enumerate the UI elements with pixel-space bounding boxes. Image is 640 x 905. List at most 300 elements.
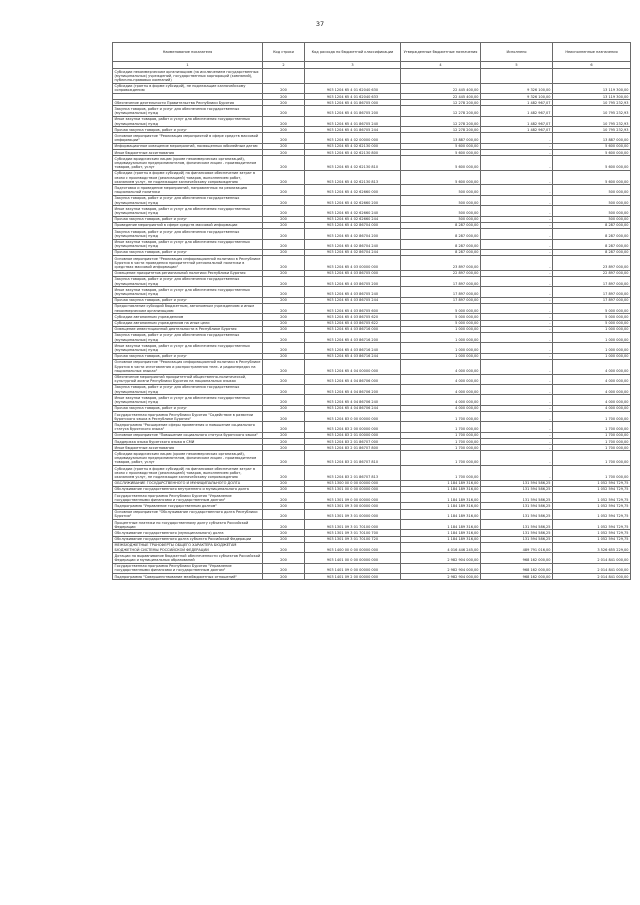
table-row [113,374,631,384]
row-executed-cell: - [481,343,553,353]
table-row [113,239,631,249]
row-line-code-cell: 200 [263,156,305,171]
row-unexecuted-cell: 23 897 000,00 [553,256,631,271]
row-line-code-cell: 200 [263,445,305,451]
row-executed-cell: - [481,239,553,249]
row-line-code-cell: 200 [263,116,305,126]
table-row [113,303,631,313]
row-unexecuted-cell: 5 000 000,00 [553,303,631,313]
row-executed-cell: 1 482 967,07 [481,127,553,133]
row-budget-code-cell: 903 1301 09 3 00 00000 000 [305,503,401,509]
row-executed-cell: - [481,314,553,320]
row-name-cell: Поддержка языка бурятского языка в СМИ [113,439,263,445]
row-executed-cell: - [481,359,553,374]
row-approved-cell: 13 887 000,00 [401,133,481,143]
row-unexecuted-cell: 1 052 594 729,75 [553,520,631,530]
row-name-cell: Закупка товаров, работ и услуг для обеспечения государственных (муниципальных) нужд [113,332,263,342]
row-budget-code-cell: 903 1204 65 4 03 86716 244 [305,353,401,359]
row-budget-code-cell: 903 1204 65 4 03 86716 240 [305,343,401,353]
row-name-cell: Обеспечение мероприятий приоритетной общественно-политической, культурной жизни Республики Бурятия на национальных языках [113,374,263,384]
header-unexecuted: Неисполненные назначения [553,43,631,62]
row-approved-cell: 12 278 200,00 [401,100,481,106]
row-approved-cell: 500 000,00 [401,185,481,195]
row-executed-cell: - [481,395,553,405]
row-name-cell: Субсидии (гранты в форме субсидий) на финансовое обеспечение затрат в связи с производством (реализацией) товаров, выполнением работ, оказанием услуг, не подлежащие казначейскому сопровождению [113,466,263,481]
row-name-cell: Предоставление субсидий бюджетным, автономным учреждениям и иным некоммерческим организациям [113,303,263,313]
row-executed-cell: - [481,445,553,451]
row-executed-cell: - [481,287,553,297]
row-executed-cell: - [481,303,553,313]
row-executed-cell: 131 594 586,25 [481,536,553,542]
row-name-cell: Иные закупки товаров, работ и услуг для обеспечения государственных (муниципальных) нужд [113,239,263,249]
row-line-code-cell: 200 [263,297,305,303]
row-unexecuted-cell: 5 000 000,00 [553,314,631,320]
row-line-code-cell: 200 [263,422,305,432]
table-row [113,133,631,143]
table-row [113,493,631,503]
row-unexecuted-cell: 22 897 000,00 [553,270,631,276]
row-name-cell: Субсидии юридическим лицам (кроме некоммерческих организаций), индивидуальным предпринимателям, физическим лицам - производителям товаров, работ, услуг [113,451,263,466]
row-name-cell: Иные закупки товаров, работ и услуг для обеспечения государственных (муниципальных) нужд [113,287,263,297]
row-executed-cell: - [481,270,553,276]
row-executed-cell: - [481,422,553,432]
row-approved-cell: 4 016 446 245,00 [401,542,481,552]
row-budget-code-cell: 903 1204 83 2 01 86707 000 [305,439,401,445]
row-approved-cell: 4 000 000,00 [401,405,481,411]
row-name-cell: Государственная программа Республики Бурятия "Управление государственными финансами и государственным долгом" [113,563,263,573]
row-budget-code-cell: 903 1204 65 4 01 62040 633 [305,94,401,100]
row-budget-code-cell: 903 1204 65 4 02 62130 810 [305,156,401,171]
row-approved-cell: 5 600 000,00 [401,170,481,185]
row-name-cell: Процентные платежи по государственному долгу субъекта Российской Федерации [113,520,263,530]
table-row [113,195,631,205]
table-row [113,574,631,580]
row-budget-code-cell: 903 1204 65 4 02 62130 813 [305,170,401,185]
row-budget-code-cell: 903 1204 83 2 00 00000 000 [305,422,401,432]
row-budget-code-cell: 903 1204 65 4 02 62660 200 [305,195,401,205]
row-unexecuted-cell: 5 600 000,00 [553,143,631,149]
row-name-cell: Прочая закупка товаров, работ и услуг [113,127,263,133]
row-executed-cell: - [481,216,553,222]
row-name-cell: Субсидии юридическим лицам (кроме некоммерческих организаций), индивидуальным предпринимателям, физическим лицам - производителям товаров, работ, услуг [113,156,263,171]
row-line-code-cell: 200 [263,353,305,359]
row-executed-cell: - [481,374,553,384]
row-budget-code-cell: 903 1204 65 4 03 86705 244 [305,297,401,303]
row-approved-cell: 1 184 189 316,00 [401,486,481,492]
row-approved-cell: 12 278 200,00 [401,116,481,126]
row-unexecuted-cell: 1 700 000,00 [553,445,631,451]
row-unexecuted-cell: 13 887 000,00 [553,133,631,143]
table-row [113,276,631,286]
row-approved-cell: 17 897 000,00 [401,276,481,286]
row-approved-cell: 22 897 000,00 [401,270,481,276]
row-line-code-cell: 200 [263,451,305,466]
row-unexecuted-cell: 4 000 000,00 [553,395,631,405]
row-budget-code-cell: 903 1204 83 2 01 00000 000 [305,432,401,438]
row-name-cell: Прочая закупка товаров, работ и услуг [113,297,263,303]
row-executed-cell: - [481,432,553,438]
row-executed-cell: 968 162 000,00 [481,574,553,580]
row-executed-cell: 489 791 016,00 [481,542,553,552]
row-executed-cell: - [481,326,553,332]
row-executed-cell: 131 594 586,25 [481,520,553,530]
row-budget-code-cell: 903 1204 65 4 01 86705 000 [305,100,401,106]
row-budget-code-cell: 903 1204 65 4 04 86706 244 [305,405,401,411]
row-line-code-cell: 200 [263,509,305,519]
row-line-code-cell: 200 [263,439,305,445]
header-budget-code: Код расхода по бюджетной классификации [305,43,401,62]
row-approved-cell: 1 700 000,00 [401,422,481,432]
row-unexecuted-cell: 8 287 000,00 [553,229,631,239]
row-approved-cell: 12 278 200,00 [401,106,481,116]
table-row [113,384,631,394]
row-budget-code-cell: 903 1204 65 4 02 86704 240 [305,239,401,249]
row-name-cell: Основное мероприятие "Обслуживание государственного долга Республики Бурятия" [113,509,263,519]
row-approved-cell: 4 000 000,00 [401,384,481,394]
row-approved-cell: 1 184 189 316,00 [401,520,481,530]
row-name-cell: Иные закупки товаров, работ и услуг для обеспечения государственных (муниципальных) нужд [113,343,263,353]
row-name-cell: Иные закупки товаров, работ и услуг для обеспечения государственных (муниципальных) нужд [113,206,263,216]
row-line-code-cell: 200 [263,384,305,394]
row-line-code-cell: 200 [263,542,305,552]
row-line-code-cell [263,69,305,84]
row-unexecuted-cell: 3 526 655 229,00 [553,542,631,552]
row-line-code-cell: 200 [263,332,305,342]
row-name-cell: Иные закупки товаров, работ и услуг для обеспечения государственных (муниципальных) нужд [113,395,263,405]
row-approved-cell: 4 000 000,00 [401,395,481,405]
row-line-code-cell: 200 [263,150,305,156]
row-budget-code-cell: 903 1204 65 4 03 86716 200 [305,332,401,342]
row-approved-cell: 5 000 000,00 [401,303,481,313]
row-executed-cell: - [481,156,553,171]
row-unexecuted-cell: 2 014 841 000,00 [553,563,631,573]
row-approved-cell: 1 000 000,00 [401,332,481,342]
row-unexecuted-cell: 1 700 000,00 [553,439,631,445]
row-approved-cell: 1 184 189 316,00 [401,493,481,503]
row-approved-cell: 1 184 189 316,00 [401,536,481,542]
row-approved-cell: 2 982 904 000,00 [401,574,481,580]
row-unexecuted-cell: 17 897 000,00 [553,287,631,297]
row-budget-code-cell: 903 1401 09 0 00 00000 000 [305,563,401,573]
row-unexecuted-cell: 500 000,00 [553,206,631,216]
row-approved-cell: 8 287 000,00 [401,222,481,228]
row-line-code-cell: 200 [263,553,305,563]
row-name-cell: Основное мероприятие "Реализация информационной политики в Республике Бурятия в части изготовления и распространения теле- и радиопередач на национальных языках" [113,359,263,374]
row-name-cell: Обслуживание государственного внутреннего и муниципального долга [113,486,263,492]
row-approved-cell: 1 184 189 316,00 [401,509,481,519]
row-unexecuted-cell: 5 600 000,00 [553,156,631,171]
row-budget-code-cell: 903 1204 65 4 02 86704 200 [305,229,401,239]
row-budget-code-cell: 903 1204 65 4 03 86705 000 [305,270,401,276]
row-budget-code-cell: 903 1204 65 4 03 86705 620 [305,314,401,320]
row-name-cell: МЕЖБЮДЖЕТНЫЕ ТРАНСФЕРТЫ ОБЩЕГО ХАРАКТЕРА БЮДЖЕТАМ БЮДЖЕТНОЙ СИСТЕМЫ РОССИЙСКОЙ ФЕДЕРАЦИИ [113,542,263,552]
table-row [113,156,631,171]
row-line-code-cell: 200 [263,270,305,276]
row-executed-cell: - [481,439,553,445]
row-line-code-cell: 200 [263,143,305,149]
row-line-code-cell: 200 [263,536,305,542]
row-executed-cell: - [481,185,553,195]
row-approved-cell: 5 000 000,00 [401,314,481,320]
row-budget-code-cell: 903 1204 83 2 01 86707 800 [305,445,401,451]
table-row [113,185,631,195]
row-budget-code-cell: 903 1301 09 3 01 70100 720 [305,536,401,542]
row-budget-code-cell: 903 1401 00 0 00 00000 000 [305,553,401,563]
row-unexecuted-cell: 8 287 000,00 [553,222,631,228]
row-executed-cell: - [481,150,553,156]
row-approved-cell: 2 982 904 000,00 [401,553,481,563]
row-unexecuted-cell: 4 000 000,00 [553,384,631,394]
row-executed-cell: - [481,170,553,185]
row-executed-cell: 131 594 586,25 [481,509,553,519]
row-name-cell: Прочая закупка товаров, работ и услуг [113,216,263,222]
row-approved-cell: 23 897 000,00 [401,256,481,271]
row-budget-code-cell: 903 1204 65 4 02 62660 000 [305,185,401,195]
row-line-code-cell: 200 [263,520,305,530]
table-row [113,395,631,405]
row-name-cell: Иные закупки товаров, работ и услуг для обеспечения государственных (муниципальных) нужд [113,116,263,126]
table-row [113,520,631,530]
row-name-cell: Проведение мероприятий в сфере средств массовой информации [113,222,263,228]
row-approved-cell: 1 000 000,00 [401,353,481,359]
row-unexecuted-cell: 10 795 232,93 [553,100,631,106]
row-approved-cell: 8 287 000,00 [401,239,481,249]
row-executed-cell: - [481,206,553,216]
row-budget-code-cell: 903 1204 83 2 01 86707 810 [305,451,401,466]
row-approved-cell: 1 700 000,00 [401,412,481,422]
index-cell: 3 [305,62,401,69]
row-name-cell: Дотации на выравнивание бюджетной обеспеченности субъектов Российской Федерации и муниципальных образований [113,553,263,563]
row-executed-cell: 968 162 000,00 [481,563,553,573]
row-unexecuted-cell: 500 000,00 [553,185,631,195]
row-line-code-cell: 200 [263,100,305,106]
row-approved-cell: 2 982 904 000,00 [401,563,481,573]
row-line-code-cell: 200 [263,320,305,326]
row-executed-cell: 9 326 100,00 [481,94,553,100]
row-budget-code-cell: 903 1301 09 3 01 70100 700 [305,530,401,536]
row-unexecuted-cell: 10 795 232,93 [553,127,631,133]
index-cell: 2 [263,62,305,69]
header-name: Наименование показателя [113,43,263,62]
row-name-cell: Субсидии некоммерческим организациям (за исключением государственных (муниципальных) учреждений, государственных корпораций (компаний), публично-правовых компаний) [113,69,263,84]
table-row [113,83,631,93]
row-line-code-cell: 200 [263,374,305,384]
table-row [113,563,631,573]
row-executed-cell: 1 482 967,07 [481,106,553,116]
page-number: 37 [315,20,325,28]
row-executed-cell: - [481,256,553,271]
row-executed-cell: 131 594 586,25 [481,480,553,486]
table-row [113,542,631,552]
row-approved-cell: 1 700 000,00 [401,432,481,438]
row-approved-cell: 1 184 189 316,00 [401,530,481,536]
row-approved-cell [401,69,481,84]
row-approved-cell: 8 287 000,00 [401,229,481,239]
row-name-cell: Прочая закупка товаров, работ и услуг [113,249,263,255]
row-line-code-cell: 200 [263,94,305,100]
row-executed-cell: - [481,332,553,342]
row-approved-cell: 500 000,00 [401,195,481,205]
row-name-cell: Закупка товаров, работ и услуг для обеспечения государственных (муниципальных) нужд [113,276,263,286]
table-row [113,256,631,271]
index-cell: 4 [401,62,481,69]
row-approved-cell: 1 000 000,00 [401,343,481,353]
row-name-cell: Освещение инвестиционной деятельности в Республике Бурятия [113,326,263,332]
table-row [113,106,631,116]
row-name-cell: Обслуживание государственного (муниципального) долга [113,530,263,536]
row-unexecuted-cell: 1 052 594 729,75 [553,493,631,503]
row-budget-code-cell: 903 1204 65 4 01 86705 240 [305,116,401,126]
budget-execution-table-container [112,42,630,580]
row-unexecuted-cell: 1 052 594 729,75 [553,503,631,509]
row-line-code-cell: 200 [263,314,305,320]
row-name-cell: Освещение приоритетов региональной политики Республики Бурятия [113,270,263,276]
row-name-cell: Подпрограмма "Совершенствование межбюджетных отношений" [113,574,263,580]
row-budget-code-cell: 903 1204 65 4 03 86705 622 [305,320,401,326]
row-name-cell: Субсидии автономным учреждениям [113,314,263,320]
row-budget-code-cell: 903 1204 65 4 04 86706 000 [305,374,401,384]
row-name-cell: Основное мероприятие "Реализация информационной политики в Республике Бурятия в части проведения приоритетной региональной политики в средствах массовой информации" [113,256,263,271]
row-budget-code-cell [305,69,401,84]
row-executed-cell: - [481,222,553,228]
row-line-code-cell: 200 [263,395,305,405]
row-executed-cell: - [481,412,553,422]
row-line-code-cell: 200 [263,563,305,573]
row-line-code-cell: 200 [263,303,305,313]
table-row [113,553,631,563]
row-unexecuted-cell: 500 000,00 [553,195,631,205]
row-line-code-cell: 200 [263,405,305,411]
table-row [113,287,631,297]
row-line-code-cell: 200 [263,326,305,332]
row-unexecuted-cell: 1 052 594 729,75 [553,480,631,486]
row-executed-cell: - [481,384,553,394]
row-name-cell: Закупка товаров, работ и услуг для обеспечения государственных (муниципальных) нужд [113,195,263,205]
index-cell: 1 [113,62,263,69]
row-unexecuted-cell: 10 795 232,93 [553,106,631,116]
row-line-code-cell: 200 [263,195,305,205]
table-row [113,359,631,374]
row-unexecuted-cell: 13 119 300,00 [553,83,631,93]
row-unexecuted-cell [553,69,631,84]
row-line-code-cell: 200 [263,412,305,422]
table-row [113,422,631,432]
row-approved-cell: 17 897 000,00 [401,297,481,303]
row-executed-cell: 1 482 967,07 [481,100,553,106]
row-name-cell: Закупка товаров, работ и услуг для обеспечения государственных (муниципальных) нужд [113,229,263,239]
row-approved-cell: 4 000 000,00 [401,374,481,384]
table-row [113,69,631,84]
row-budget-code-cell: 903 1204 65 4 03 00000 000 [305,256,401,271]
row-unexecuted-cell: 1 700 000,00 [553,422,631,432]
row-unexecuted-cell: 5 000 000,00 [553,320,631,326]
row-name-cell: Основное мероприятие "Реализация мероприятий в сфере средств массовой информации" [113,133,263,143]
row-line-code-cell: 200 [263,432,305,438]
table-row [113,509,631,519]
row-budget-code-cell: 903 1204 65 4 02 86704 000 [305,222,401,228]
row-budget-code-cell: 903 1204 65 4 03 86705 600 [305,303,401,313]
row-name-cell: Государственная программа Республики Бурятия "Содействие в развитии бурятского языка в Республике Бурятия" [113,412,263,422]
row-unexecuted-cell: 4 000 000,00 [553,374,631,384]
row-unexecuted-cell: 10 795 232,93 [553,116,631,126]
row-line-code-cell: 200 [263,170,305,185]
row-approved-cell: 5 600 000,00 [401,156,481,171]
row-unexecuted-cell: 17 897 000,00 [553,297,631,303]
row-approved-cell: 1 700 000,00 [401,445,481,451]
row-budget-code-cell: 903 1204 65 4 03 86716 000 [305,326,401,332]
row-name-cell: Прочая закупка товаров, работ и услуг [113,405,263,411]
row-line-code-cell: 200 [263,256,305,271]
table-header-row [113,43,631,62]
row-name-cell: Иные бюджетные ассигнования [113,150,263,156]
table-row [113,343,631,353]
row-executed-cell: 131 594 586,25 [481,493,553,503]
row-line-code-cell: 200 [263,287,305,297]
table-row [113,116,631,126]
row-executed-cell: - [481,451,553,466]
row-executed-cell: 131 594 586,25 [481,503,553,509]
row-line-code-cell: 200 [263,530,305,536]
row-name-cell: Подпрограмма "Расширение сферы применения и повышение социального статуса бурятского языка" [113,422,263,432]
row-unexecuted-cell: 1 052 594 729,75 [553,536,631,542]
budget-execution-table [112,42,631,580]
row-executed-cell: 968 162 000,00 [481,553,553,563]
table-row [113,332,631,342]
row-unexecuted-cell: 4 000 000,00 [553,405,631,411]
row-executed-cell: - [481,276,553,286]
row-line-code-cell: 200 [263,206,305,216]
row-executed-cell: - [481,353,553,359]
row-approved-cell: 1 700 000,00 [401,451,481,466]
row-name-cell: Государственная программа Республики Бурятия "Управление государственными финансами и государственным долгом" [113,493,263,503]
row-executed-cell [481,69,553,84]
row-unexecuted-cell: 1 700 000,00 [553,466,631,481]
row-executed-cell: 1 482 967,07 [481,116,553,126]
row-executed-cell: - [481,466,553,481]
row-name-cell: Субсидии (гранты в форме субсидий) на финансовое обеспечение затрат в связи с производством (реализацией) товаров, выполнением работ, оказанием услуг, не подлежащие казначейскому сопровождению [113,170,263,185]
row-executed-cell: - [481,249,553,255]
row-budget-code-cell: 903 1204 65 4 03 86705 200 [305,276,401,286]
row-line-code-cell: 200 [263,486,305,492]
row-name-cell: Основное мероприятие "Повышение социального статуса бурятского языка" [113,432,263,438]
row-budget-code-cell: 903 1301 09 3 01 70100 000 [305,520,401,530]
row-executed-cell: 131 594 586,25 [481,486,553,492]
row-name-cell: Подготовка и проведение мероприятий, направленных на реализацию национальной политики [113,185,263,195]
row-line-code-cell: 200 [263,574,305,580]
row-budget-code-cell: 903 1301 09 3 01 00000 000 [305,509,401,519]
row-executed-cell: - [481,229,553,239]
row-approved-cell: 1 184 189 316,00 [401,503,481,509]
row-budget-code-cell: 903 1204 65 4 04 86706 240 [305,395,401,405]
row-budget-code-cell: 903 1300 00 0 00 00000 000 [305,480,401,486]
header-executed: Исполнено [481,43,553,62]
table-body [113,62,631,580]
row-unexecuted-cell: 1 000 000,00 [553,353,631,359]
row-budget-code-cell: 903 1204 65 4 01 86705 244 [305,127,401,133]
row-unexecuted-cell: 1 000 000,00 [553,343,631,353]
row-line-code-cell: 200 [263,343,305,353]
row-budget-code-cell: 903 1204 65 4 02 62660 240 [305,206,401,216]
row-name-cell: Подпрограмма "Управление государственным долгом" [113,503,263,509]
row-unexecuted-cell: 1 000 000,00 [553,326,631,332]
row-budget-code-cell: 903 1204 65 4 02 62130 800 [305,150,401,156]
row-unexecuted-cell: 1 700 000,00 [553,412,631,422]
row-line-code-cell: 200 [263,222,305,228]
row-name-cell: Закупка товаров, работ и услуг для обеспечения государственных (муниципальных) нужд [113,106,263,116]
row-unexecuted-cell: 2 014 841 000,00 [553,574,631,580]
row-executed-cell: - [481,405,553,411]
row-name-cell: Иные бюджетные ассигнования [113,445,263,451]
